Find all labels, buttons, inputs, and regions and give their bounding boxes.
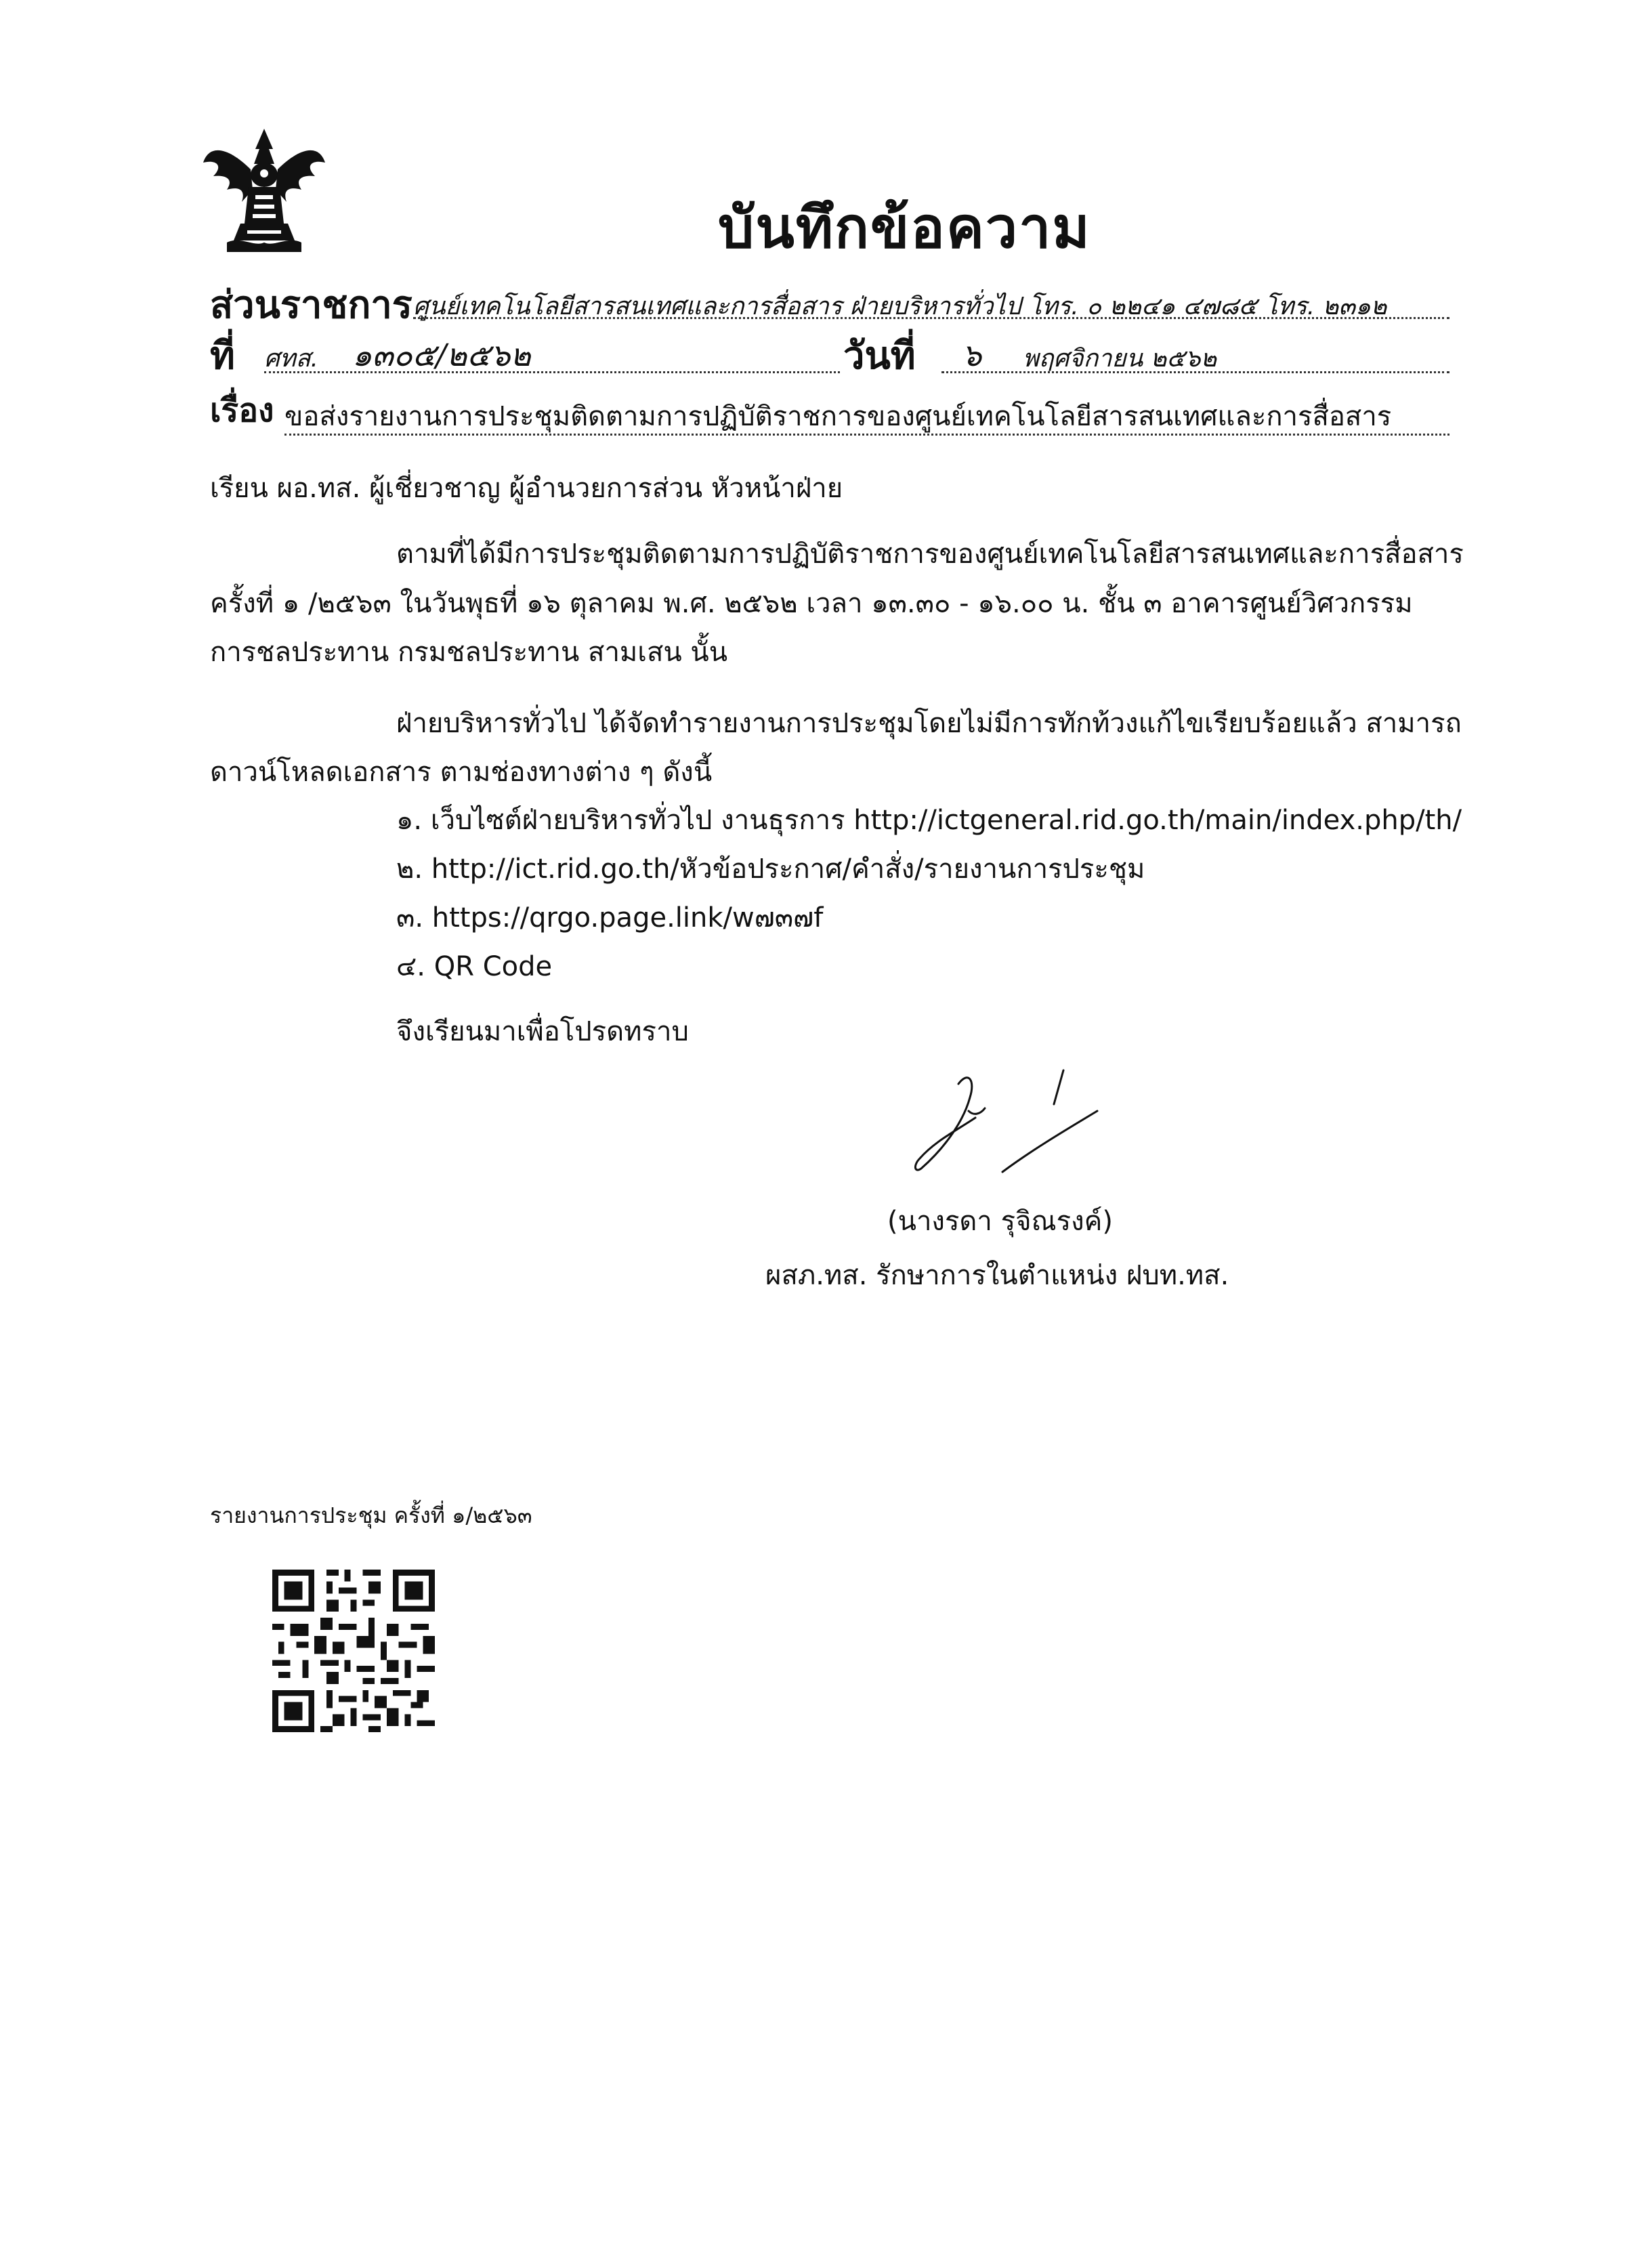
subject-value: ขอส่งรายงานการประชุมติดตามการปฏิบัติราชการของศูนย์เทคโนโลยีสารสนเทศและการสื่อสาร xyxy=(284,401,1392,432)
paragraph1-line1: ตามที่ได้มีการประชุมติดตามการปฏิบัติราชการของศูนย์เทคโนโลยีสารสนเทศและการสื่อสาร xyxy=(396,539,1464,570)
footer-caption: รายงานการประชุม ครั้งที่ ๑/๒๕๖๓ xyxy=(210,1503,532,1528)
agency-label: ส่วนราชการ xyxy=(210,283,412,327)
date-dotted-line xyxy=(941,371,1449,373)
date-label: วันที่ xyxy=(843,334,916,378)
subject-label: เรื่อง xyxy=(210,392,274,429)
channel-item-qr: ๔. QR Code xyxy=(396,951,553,982)
signer-position: ผสภ.ทส. รักษาการในตำแหน่ง ฝบท.ทส. xyxy=(765,1260,1229,1291)
agency-dotted-line xyxy=(413,317,1449,319)
paragraph2-line1: ฝ่ายบริหารทั่วไป ได้จัดทำรายงานการประชุมโดยไม่มีการทักท้วงแก้ไขเรียบร้อยแล้ว สามารถ xyxy=(396,708,1462,739)
agency-value: ศูนย์เทคโนโลยีสารสนเทศและการสื่อสาร ฝ่ายบริหารทั่วไป โทร. ๐ ๒๒๔๑ ๔๗๘๕ โทร. ๒๓๑๒ xyxy=(413,293,1387,320)
ref-dotted-line xyxy=(264,371,840,373)
channel-item-short-link: ๓. https://qrgo.page.link/w๗๓๗f xyxy=(396,902,824,933)
channel-item-website: ๑. เว็บไซต์ฝ่ายบริหารทั่วไป งานธุรการ http://ictgeneral.rid.go.th/main/index.php/th/ xyxy=(396,805,1462,836)
paragraph2-line2: ดาวน์โหลดเอกสาร ตามช่องทางต่าง ๆ ดังนี้ xyxy=(210,757,713,788)
ref-number: ๑๓๐๕/๒๕๖๒ xyxy=(352,337,531,373)
date-month-year: พฤศจิกายน ๒๕๖๒ xyxy=(1023,345,1217,373)
closing-text: จึงเรียนมาเพื่อโปรดทราบ xyxy=(396,1016,689,1047)
paragraph1-line3: การชลประทาน กรมชลประทาน สามเสน นั้น xyxy=(210,637,728,668)
channel-item-ict-site: ๒. http://ict.rid.go.th/หัวข้อประกาศ/คำสั่ง/รายงานการประชุม xyxy=(396,854,1145,885)
signer-name: (นางรดา รุจิณรงค์) xyxy=(887,1206,1113,1237)
qr-code-icon xyxy=(266,1563,441,1738)
ref-prefix: ศทส. xyxy=(264,345,318,373)
paragraph1-line2: ครั้งที่ ๑ /๒๕๖๓ ในวันพุธที่ ๑๖ ตุลาคม พ.ศ. ๒๕๖๒ เวลา ๑๓.๓๐ - ๑๖.๐๐ น. ชั้น ๓ อาคารศูนย์วิศวกรรม xyxy=(210,588,1413,619)
date-day: ๖ xyxy=(962,337,982,373)
garuda-emblem-icon xyxy=(200,122,329,257)
salutation: เรียน ผอ.ทส. ผู้เชี่ยวชาญ ผู้อำนวยการส่วน หัวหน้าฝ่าย xyxy=(210,473,843,504)
ref-label: ที่ xyxy=(210,334,235,378)
subject-dotted-line xyxy=(284,434,1449,436)
handwritten-signature xyxy=(894,1057,1111,1179)
document-title: บันทึกข้อความ xyxy=(718,194,1091,261)
